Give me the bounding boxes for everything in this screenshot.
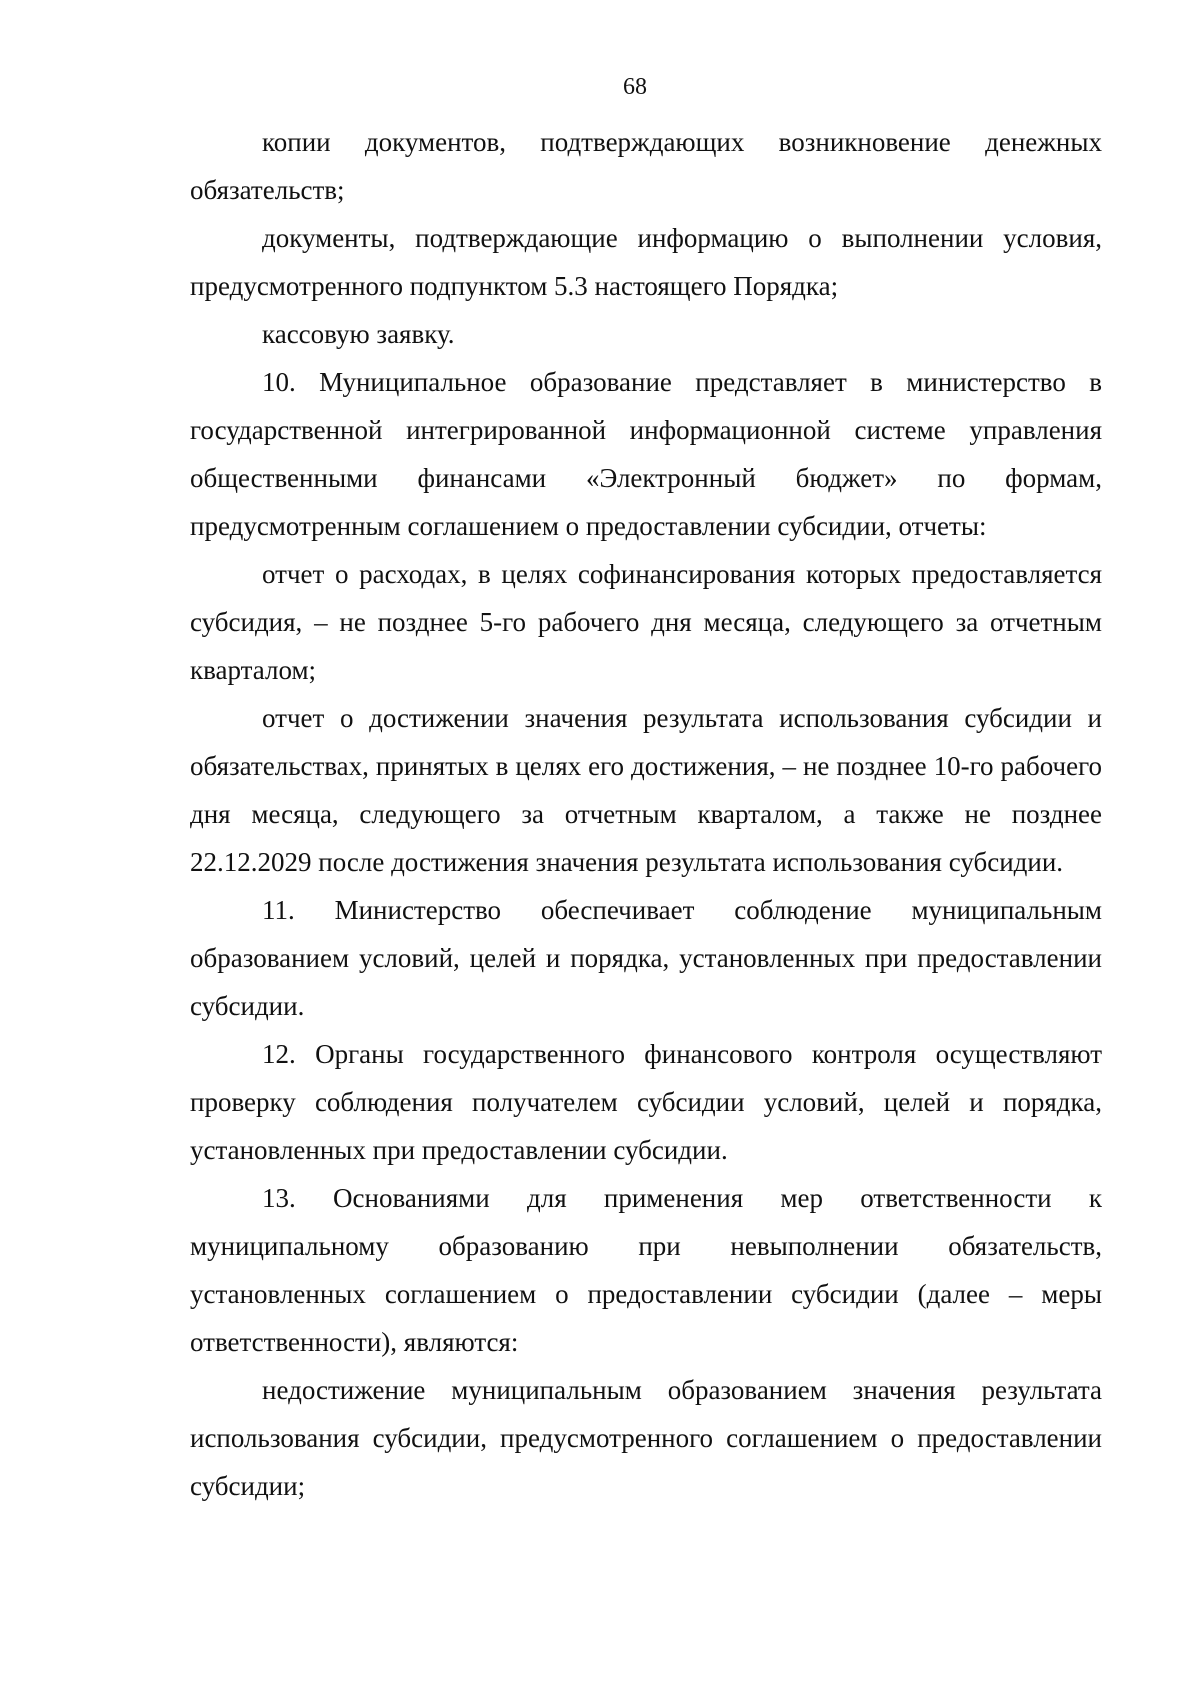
- paragraph-expense-report: отчет о расходах, в целях софинансирования которых предоставляется субсидия, – не позднее 5-го рабочего дня месяца, следующего за отчетным кварталом;: [190, 559, 1102, 685]
- paragraph-confirming-documents: документы, подтверждающие информацию о выполнении условия, предусмотренного подпунктом 5.3 настоящего Порядка;: [190, 223, 1102, 301]
- paragraph-non-achievement: недостижение муниципальным образованием значения результата использования субсидии, предусмотренного соглашением о предоставлении субсидии;: [190, 1375, 1102, 1501]
- paragraph-copies-documents: копии документов, подтверждающих возникновение денежных обязательств;: [190, 127, 1102, 205]
- paragraph-item-10: 10. Муниципальное образование представляет в министерство в государственной интегрированной информационной системе управления общественными финансами «Электронный бюджет» по формам, предусмотренным соглашением о предоставлении субсидии, отчеты:: [190, 367, 1102, 541]
- document-body: [190, 118, 1102, 1510]
- paragraph-item-11: 11. Министерство обеспечивает соблюдение муниципальным образованием условий, целей и порядка, установленных при предоставлении субсидии.: [190, 895, 1102, 1021]
- paragraph-result-report: отчет о достижении значения результата использования субсидии и обязательствах, принятых в целях его достижения, – не позднее 10-го рабочего дня месяца, следующего за отчетным кварталом, а также не позднее 22.12.2029 после достижения значения результата использования субсидии.: [190, 703, 1102, 877]
- paragraph-cash-application: кассовую заявку.: [262, 319, 455, 349]
- page-number: 68: [623, 74, 647, 100]
- paragraph-item-12: 12. Органы государственного финансового контроля осуществляют проверку соблюдения получателем субсидии условий, целей и порядка, установленных при предоставлении субсидии.: [190, 1039, 1102, 1165]
- paragraph-item-13: 13. Основаниями для применения мер ответственности к муниципальному образованию при невыполнении обязательств, установленных соглашением о предоставлении субсидии (далее – меры ответственности), являются:: [190, 1183, 1102, 1357]
